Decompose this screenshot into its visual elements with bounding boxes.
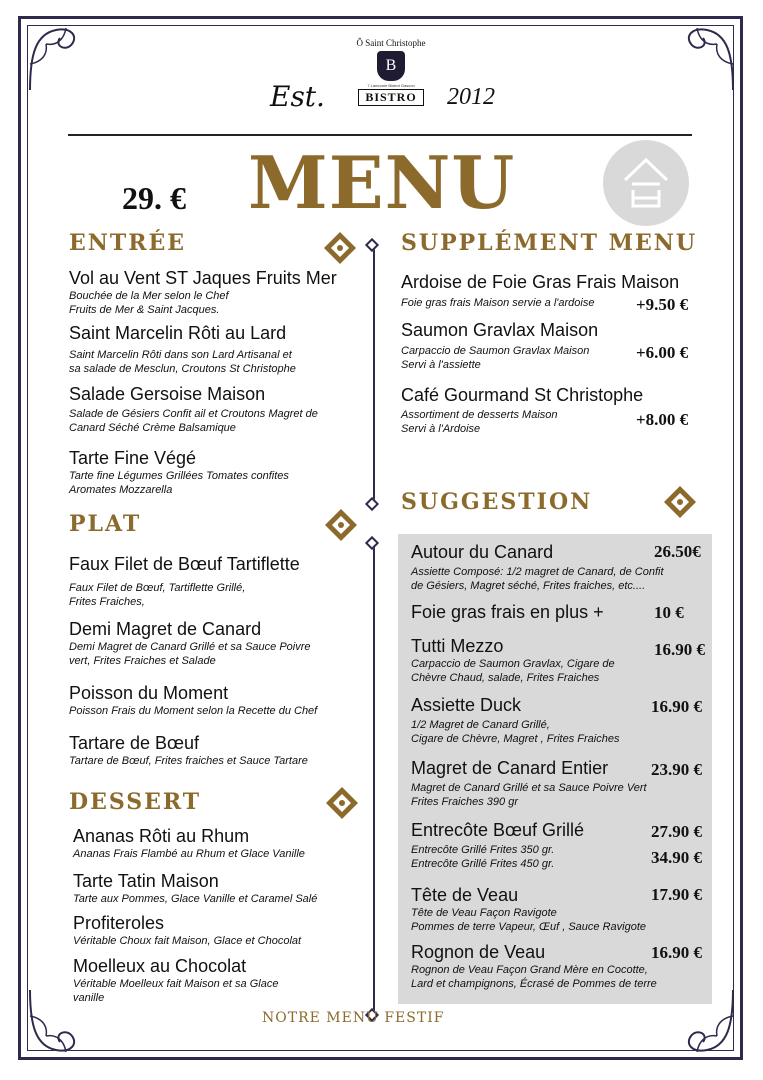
item-description: Tarte fine Légumes Grillées Tomates confites: [69, 470, 289, 482]
item-description: Servi à l'Ardoise: [401, 423, 481, 435]
item-price: 17.90 €: [651, 885, 702, 904]
item-description: Fruits de Mer & Saint Jacques.: [69, 304, 220, 316]
home-button[interactable]: [603, 140, 689, 226]
item-description: Assiette Composé: 1/2 magret de Canard, de Confit: [411, 566, 664, 578]
item-price: 16.90 €: [654, 640, 705, 659]
menu-item: [411, 885, 646, 934]
logo-tagline: 7 Lamourie Bistrot Gascon: [367, 83, 415, 88]
item-description: Demi Magret de Canard Grillé et sa Sauce Poivre: [69, 641, 311, 653]
item-description: Foie gras frais Maison servie a l'ardoise: [401, 297, 595, 309]
corner-ornament-icon: [26, 24, 96, 94]
item-description: Ananas Frais Flambé au Rhum et Glace Vanille: [73, 848, 305, 860]
section-heading-entree: ENTRÉE: [69, 230, 187, 256]
item-description: Rognon de Veau Façon Grand Mère en Cocotte,: [411, 964, 648, 976]
item-name: Ardoise de Foie Gras Frais Maison: [401, 272, 680, 292]
item-name: Tarte Fine Végé: [69, 448, 197, 468]
section-heading-supplement: SUPPLÉMENT MENU: [401, 230, 698, 256]
item-name: Salade Gersoise Maison: [69, 384, 266, 404]
menu-item: [69, 733, 308, 768]
item-name: Saint Marcelin Rôti au Lard: [69, 323, 287, 343]
menu-item: [411, 695, 619, 746]
menu-item: [411, 942, 657, 991]
item-description: Magret de Canard Grillé et sa Sauce Poivre Vert: [411, 782, 647, 794]
item-description: Lard et champignons, Écrasé de Pommes de terre: [411, 978, 657, 990]
menu-item: [411, 636, 615, 685]
menu-item: [73, 826, 305, 861]
item-name: Entrecôte Bœuf Grillé: [411, 820, 585, 840]
item-description: Entrecôte Grillé Frites 450 gr.: [411, 858, 555, 870]
item-name: Magret de Canard Entier: [411, 758, 609, 778]
item-description: Frites Fraiches 390 gr: [411, 796, 518, 808]
item-description: Carpaccio de Saumon Gravlax, Cigare de: [411, 658, 615, 670]
item-description: vert, Frites Fraiches et Salade: [69, 655, 216, 667]
item-name: Vol au Vent ST Jaques Fruits Mer: [69, 268, 337, 288]
item-name: Foie gras frais en plus +: [411, 602, 604, 622]
menu-price: 29. €: [122, 180, 186, 216]
item-name: Ananas Rôti au Rhum: [73, 826, 250, 846]
item-description: 1/2 Magret de Canard Grillé,: [411, 719, 550, 731]
item-name: Saumon Gravlax Maison: [401, 320, 599, 340]
item-name: Moelleux au Chocolat: [73, 956, 247, 976]
item-description: Servi à l'assiette: [401, 359, 481, 371]
menu-item: [411, 602, 604, 623]
diamond-ornament-icon: [324, 785, 360, 821]
item-name: Tartare de Bœuf: [69, 733, 200, 753]
item-name: Tête de Veau: [411, 885, 519, 905]
section-heading-plat: PLAT: [69, 511, 142, 537]
item-name: Tutti Mezzo: [411, 636, 504, 656]
diamond-ornament-icon: [322, 230, 358, 266]
menu-item: [69, 554, 300, 609]
item-description: Assortiment de desserts Maison: [401, 409, 558, 421]
page-title: MENU: [248, 140, 516, 225]
item-description: Frites Fraiches,: [69, 596, 145, 608]
item-description: Bouchée de la Mer selon le Chef: [69, 290, 229, 302]
logo-badge: B: [377, 51, 405, 81]
logo-subtitle: Ô Saint Christophe: [356, 38, 426, 48]
item-description: sa salade de Mesclun, Croutons St Christophe: [69, 363, 296, 375]
item-description: Aromates Mozzarella: [69, 484, 173, 496]
corner-ornament-icon: [667, 24, 737, 94]
menu-item: [73, 871, 317, 906]
bistro-logo: [350, 38, 432, 106]
item-price: 16.90 €: [651, 697, 702, 716]
item-description: Tête de Veau Façon Ravigote: [411, 907, 557, 919]
item-description: de Gésiers, Magret séché, Frites fraiches, etc....: [411, 580, 646, 592]
item-description: Poisson Frais du Moment selon la Recette du Chef: [69, 705, 318, 717]
item-name: Tarte Tatin Maison: [73, 871, 219, 891]
item-description: Tarte aux Pommes, Glace Vanille et Caramel Salé: [73, 893, 318, 905]
menu-item: [411, 758, 647, 809]
item-description: Salade de Gésiers Confit ail et Croutons Magret de: [69, 408, 318, 420]
item-name: Demi Magret de Canard: [69, 619, 262, 639]
item-price: +9.50 €: [636, 295, 689, 314]
diamond-ornament-icon: [662, 484, 698, 520]
menu-item: [73, 956, 278, 1005]
item-description: Tartare de Bœuf, Frites fraiches et Sauce Tartare: [69, 755, 308, 767]
item-name: Assiette Duck: [411, 695, 522, 715]
menu-item: [73, 913, 301, 948]
item-description: Chèvre Chaud, salade, Frites Fraiches: [411, 672, 600, 684]
item-description: Pommes de terre Vapeur, Œuf , Sauce Ravigote: [411, 921, 646, 933]
menu-item: [69, 384, 318, 435]
item-name: Café Gourmand St Christophe: [401, 385, 644, 405]
est-label: Est.: [270, 80, 325, 113]
item-description: vanille: [73, 992, 105, 1004]
item-price: 26.50€: [654, 542, 701, 561]
item-description: Canard Séché Crème Balsamique: [69, 422, 236, 434]
logo-name: BISTRO: [358, 89, 423, 106]
diamond-ornament-icon: [323, 507, 359, 543]
menu-item: [401, 320, 598, 372]
item-price: 16.90 €: [651, 943, 702, 962]
header-divider: [68, 134, 692, 136]
item-price: +6.00 €: [636, 343, 689, 362]
center-divider: [373, 545, 375, 1015]
menu-item: [69, 448, 289, 497]
item-name: Profiteroles: [73, 913, 165, 933]
festive-menu-link[interactable]: NOTRE MENU FESTIF: [262, 1010, 445, 1026]
menu-item: [401, 385, 643, 436]
menu-item: [411, 542, 664, 593]
menu-item: [69, 323, 296, 376]
item-name: Autour du Canard: [411, 542, 554, 562]
item-description: Entrecôte Grillé Frites 350 gr.: [411, 844, 555, 856]
section-heading-suggestion: SUGGESTION: [401, 489, 593, 515]
menu-item: [69, 268, 337, 317]
center-divider: [373, 248, 375, 503]
item-name: Poisson du Moment: [69, 683, 229, 703]
item-description: Cigare de Chèvre, Magret , Frites Fraiches: [411, 733, 620, 745]
est-year: 2012: [447, 84, 495, 110]
item-name: Rognon de Veau: [411, 942, 546, 962]
item-price: 23.90 €: [651, 760, 702, 779]
item-price: 34.90 €: [651, 848, 702, 867]
item-description: Carpaccio de Saumon Gravlax Maison: [401, 345, 590, 357]
menu-item: [69, 619, 311, 668]
item-description: Véritable Moelleux fait Maison et sa Glace: [73, 978, 279, 990]
item-description: Saint Marcelin Rôti dans son Lard Artisanal et: [69, 349, 292, 361]
home-icon: [603, 140, 689, 226]
menu-item: [69, 683, 317, 718]
section-heading-dessert: DESSERT: [69, 789, 202, 815]
item-price: +8.00 €: [636, 410, 689, 429]
menu-item: [411, 820, 584, 871]
item-price: 10 €: [654, 603, 684, 622]
item-name: Faux Filet de Bœuf Tartiflette: [69, 554, 300, 574]
item-description: Véritable Choux fait Maison, Glace et Chocolat: [73, 935, 302, 947]
item-description: Faux Filet de Bœuf, Tartiflette Grillé,: [69, 582, 246, 594]
item-price: 27.90 €: [651, 822, 702, 841]
